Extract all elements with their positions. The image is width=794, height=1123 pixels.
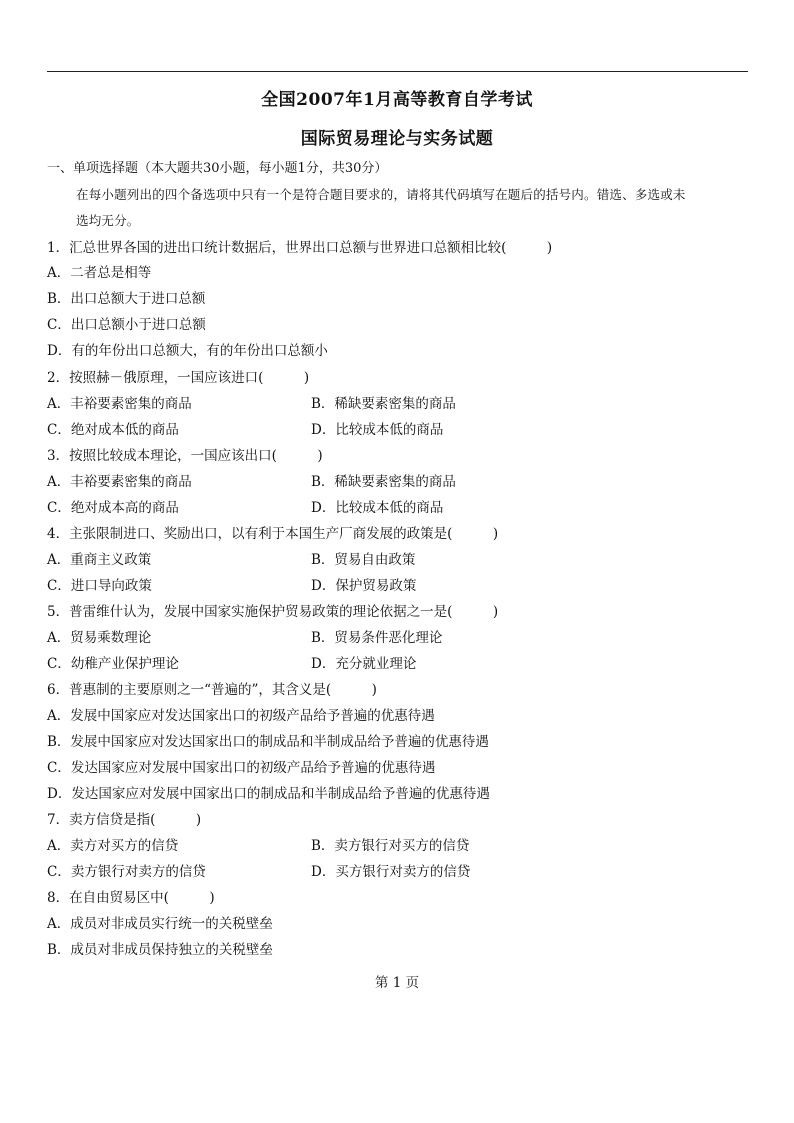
question-3-option-b: B．稀缺要素密集的商品: [311, 474, 456, 490]
section-instruction: 在每小题列出的四个备选项中只有一个是符合题目要求的，请将其代码填写在题后的括号内。错选、多选或未: [76, 187, 686, 202]
question-2-stem: 2．按照赫－俄原理，一国应该进口( ): [47, 370, 310, 386]
header-rule: [47, 71, 748, 72]
question-4-stem: 4．主张限制进口、奖励出口，以有利于本国生产厂商发展的政策是( ): [47, 526, 499, 542]
question-4-option-d: D．保护贸易政策: [311, 578, 417, 594]
question-7-stem: 7．卖方信贷是指( ): [47, 812, 202, 828]
exam-subtitle: 国际贸易理论与实务试题: [300, 129, 494, 149]
question-8-stem: 8．在自由贸易区中( ): [47, 890, 215, 906]
question-7-option-d: D．买方银行对卖方的信贷: [311, 864, 471, 880]
question-1-option-d: D．有的年份出口总额大，有的年份出口总额小: [47, 343, 328, 359]
question-5-option-b: B．贸易条件恶化理论: [311, 630, 443, 646]
question-4-option-c: C．进口导向政策: [47, 578, 152, 594]
question-2-option-b: B．稀缺要素密集的商品: [311, 396, 456, 412]
question-6-option-a: A．发展中国家应对发达国家出口的初级产品给予普遍的优惠待遇: [47, 708, 435, 724]
exam-title: 全国2007年1月高等教育自学考试: [261, 90, 533, 110]
question-6-option-c: C．发达国家应对发展中国家出口的初级产品给予普遍的优惠待遇: [47, 760, 436, 776]
section-heading: 一、单项选择题（本大题共30小题，每小题1分，共30分）: [47, 161, 388, 176]
question-6-stem: 6．普惠制的主要原则之一“普遍的”，其含义是( ): [47, 682, 377, 698]
question-4-option-b: B．贸易自由政策: [311, 552, 416, 568]
question-2-option-a: A．丰裕要素密集的商品: [47, 396, 192, 412]
question-2-option-d: D．比较成本低的商品: [311, 422, 444, 438]
question-3-option-d: D．比较成本低的商品: [311, 500, 444, 516]
question-3-option-a: A．丰裕要素密集的商品: [47, 474, 192, 490]
question-7-option-c: C．卖方银行对卖方的信贷: [47, 864, 206, 880]
question-8-option-b: B．成员对非成员保持独立的关税壁垒: [47, 942, 273, 958]
question-3-stem: 3．按照比较成本理论，一国应该出口( ): [47, 448, 323, 464]
question-5-option-d: D．充分就业理论: [311, 656, 417, 672]
section-instruction-cont: 选均无分。: [76, 213, 140, 228]
question-6-option-d: D．发达国家应对发展中国家出口的制成品和半制成品给予普遍的优惠待遇: [47, 786, 490, 802]
page-number: 第 1 页: [374, 975, 420, 991]
question-5-option-a: A．贸易乘数理论: [47, 630, 152, 646]
question-7-option-b: B．卖方银行对买方的信贷: [311, 838, 470, 854]
question-5-stem: 5．普雷维什认为，发展中国家实施保护贸易政策的理论依据之一是( ): [47, 604, 499, 620]
question-8-option-a: A．成员对非成员实行统一的关税壁垒: [47, 916, 273, 932]
question-2-option-c: C．绝对成本低的商品: [47, 422, 179, 438]
question-3-option-c: C．绝对成本高的商品: [47, 500, 179, 516]
question-1-option-c: C．出口总额小于进口总额: [47, 317, 206, 333]
question-1-stem: 1．汇总世界各国的进出口统计数据后，世界出口总额与世界进口总额相比较( ): [47, 240, 553, 256]
question-4-option-a: A．重商主义政策: [47, 552, 152, 568]
question-5-option-c: C．幼稚产业保护理论: [47, 656, 179, 672]
question-6-option-b: B．发展中国家应对发达国家出口的制成品和半制成品给予普遍的优惠待遇: [47, 734, 489, 750]
question-7-option-a: A．卖方对买方的信贷: [47, 838, 179, 854]
question-1-option-a: A．二者总是相等: [47, 265, 152, 281]
question-1-option-b: B．出口总额大于进口总额: [47, 291, 206, 307]
